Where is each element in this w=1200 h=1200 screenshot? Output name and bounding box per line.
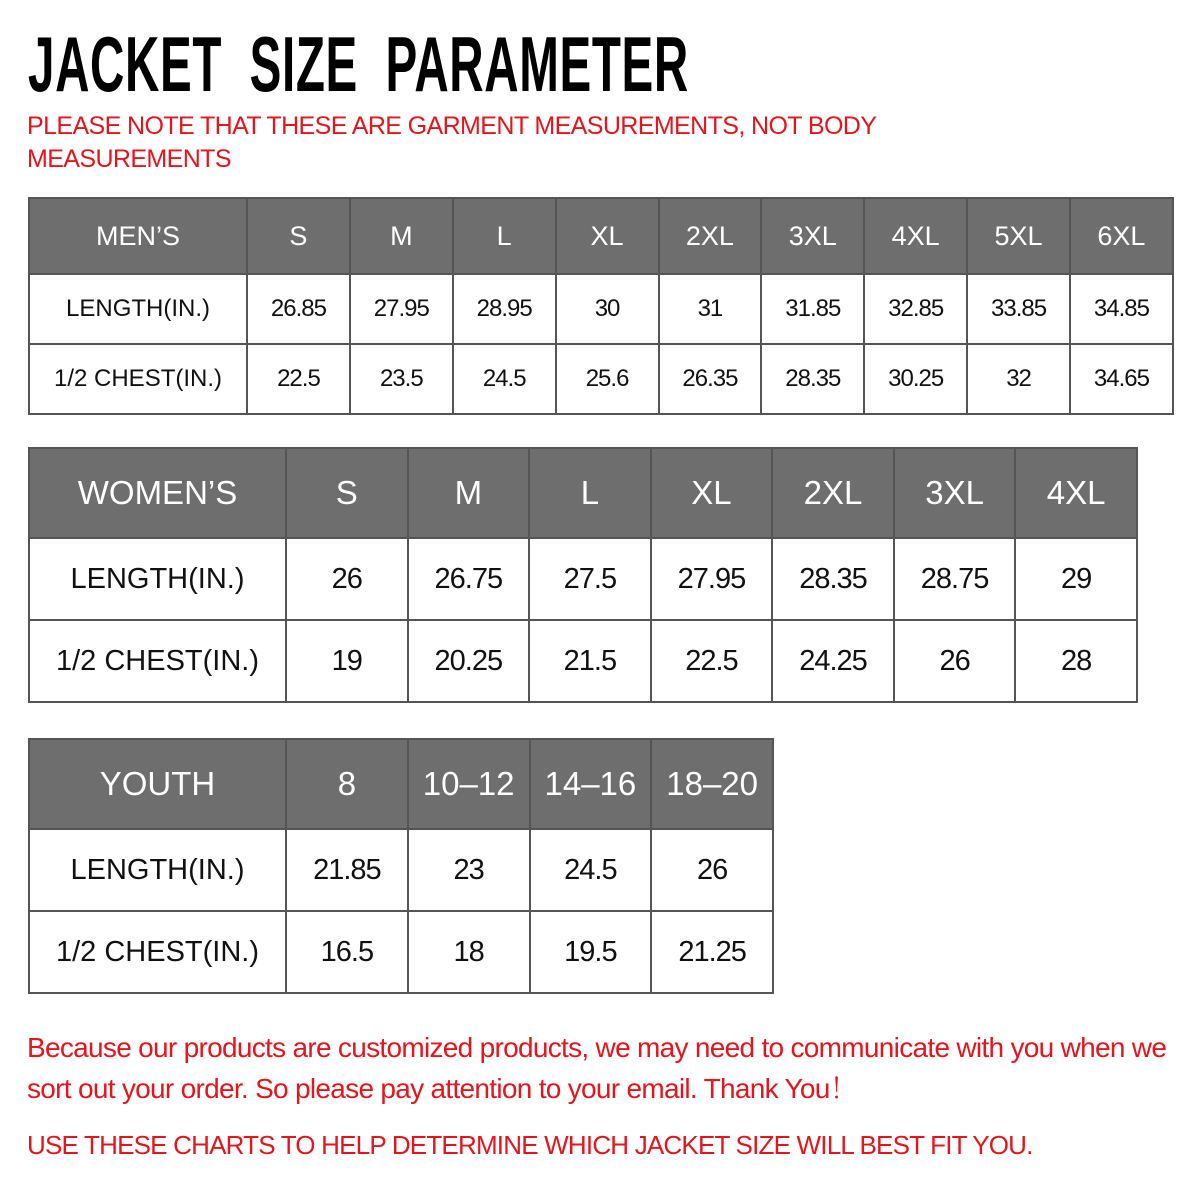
measurement-cell: 27.95 [651,538,773,620]
size-header-cell: M [408,448,530,538]
measurement-cell: 26 [894,620,1016,702]
measurement-cell: 34.85 [1070,274,1173,344]
measurement-cell: 28.35 [772,538,894,620]
table-title-cell: WOMEN’S [29,448,286,538]
size-header-cell: S [247,198,350,274]
measurement-cell: 22.5 [247,344,350,414]
youth-size-table [28,738,774,994]
size-header-cell: 4XL [1015,448,1137,538]
measurement-cell: 24.5 [530,829,652,911]
measurement-cell: 21.5 [529,620,651,702]
measurement-cell: 27.5 [529,538,651,620]
size-header-cell: 3XL [894,448,1016,538]
measurement-cell: 30 [556,274,659,344]
size-header-cell: XL [651,448,773,538]
measurement-cell: 26 [286,538,408,620]
measurement-cell: 31.85 [761,274,864,344]
row-label-cell: LENGTH(IN.) [29,829,286,911]
measurement-cell: 24.25 [772,620,894,702]
size-header-cell: M [350,198,453,274]
header-row [29,739,773,829]
size-header-cell: 10–12 [408,739,530,829]
size-header-cell: L [529,448,651,538]
measurement-cell: 21.25 [651,911,773,993]
measurement-cell: 26.85 [247,274,350,344]
measurement-cell: 28.75 [894,538,1016,620]
row-label-cell: 1/2 CHEST(IN.) [29,344,247,414]
table-row [29,911,773,993]
measurement-cell: 28.35 [761,344,864,414]
measurement-cell: 20.25 [408,620,530,702]
measurement-cell: 27.95 [350,274,453,344]
row-label-cell: 1/2 CHEST(IN.) [29,911,286,993]
measurement-cell: 29 [1015,538,1137,620]
page-title: JACKET SIZE PARAMETER [28,20,689,108]
size-header-cell: XL [556,198,659,274]
size-header-cell: S [286,448,408,538]
size-header-cell: 3XL [761,198,864,274]
table-row [29,829,773,911]
header-row [29,448,1137,538]
size-header-cell: 14–16 [530,739,652,829]
table-row [29,538,1137,620]
measurement-cell: 28.95 [453,274,556,344]
measurement-cell: 32.85 [864,274,967,344]
size-header-cell: 4XL [864,198,967,274]
size-header-cell: 2XL [772,448,894,538]
header-row [29,198,1173,274]
table-row [29,620,1137,702]
measurement-cell: 28 [1015,620,1137,702]
measurement-cell: 24.5 [453,344,556,414]
measurement-cell: 26.35 [659,344,762,414]
size-header-cell: 2XL [659,198,762,274]
size-header-cell: 5XL [967,198,1070,274]
size-header-cell: 18–20 [651,739,773,829]
measurement-cell: 34.65 [1070,344,1173,414]
measurement-cell: 25.6 [556,344,659,414]
measurement-cell: 23.5 [350,344,453,414]
footer-instruction: USE THESE CHARTS TO HELP DETERMINE WHICH JACKET SIZE WILL BEST FIT YOU. [27,1130,1033,1160]
measurement-cell: 32 [967,344,1070,414]
measurement-cell: 23 [408,829,530,911]
measurement-cell: 30.25 [864,344,967,414]
measurement-cell: 18 [408,911,530,993]
size-header-cell: 6XL [1070,198,1173,274]
mens-size-table [28,197,1174,415]
measurement-cell: 26 [651,829,773,911]
womens-size-table [28,447,1138,703]
measurement-cell: 19 [286,620,408,702]
table-row [29,344,1173,414]
table-title-cell: MEN’S [29,198,247,274]
customization-message: Because our products are customized products, we may need to communicate with you when we sort out your order. So please pay attention to your email. Thank You！ [27,1032,1167,1104]
size-header-cell: 8 [286,739,408,829]
garment-measurement-note: PLEASE NOTE THAT THESE ARE GARMENT MEASUREMENTS, NOT BODY MEASUREMENTS [27,112,876,173]
measurement-cell: 21.85 [286,829,408,911]
measurement-cell: 16.5 [286,911,408,993]
measurement-cell: 33.85 [967,274,1070,344]
size-header-cell: L [453,198,556,274]
measurement-cell: 26.75 [408,538,530,620]
table-row [29,274,1173,344]
measurement-cell: 31 [659,274,762,344]
row-label-cell: LENGTH(IN.) [29,538,286,620]
measurement-cell: 19.5 [530,911,652,993]
row-label-cell: LENGTH(IN.) [29,274,247,344]
measurement-cell: 22.5 [651,620,773,702]
row-label-cell: 1/2 CHEST(IN.) [29,620,286,702]
table-title-cell: YOUTH [29,739,286,829]
